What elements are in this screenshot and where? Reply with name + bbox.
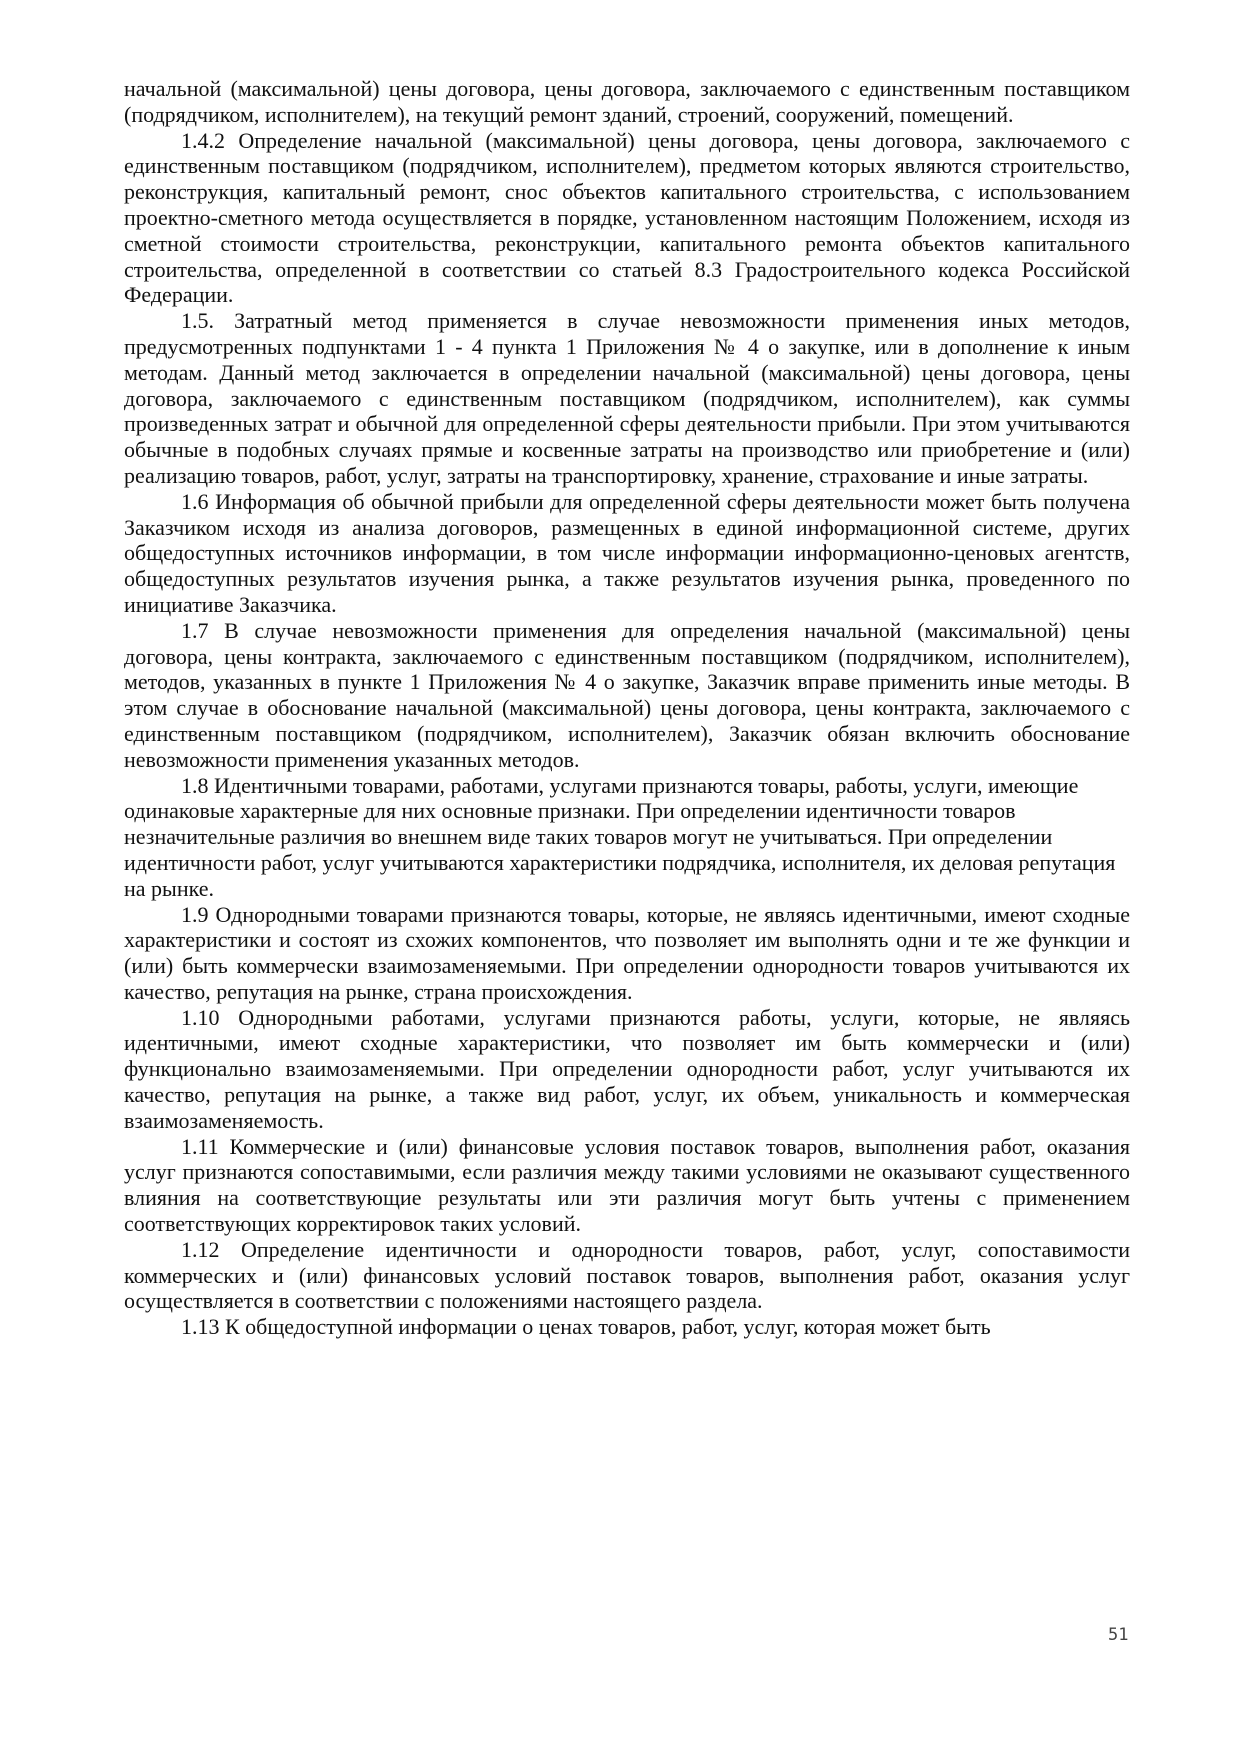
document-body <box>124 76 1130 1340</box>
paragraph-continuation: начальной (максимальной) цены договора, цены договора, заключаемого с единственным поставщиком (подрядчиком, исполнителем), на текущий ремонт зданий, строений, сооружений, помещений. <box>124 76 1130 127</box>
paragraph-1-7: 1.7 В случае невозможности применения для определения начальной (максимальной) цены договора, цены контракта, заключаемого с единственным поставщиком (подрядчиком, исполнителем), методов, указанных в пункте 1 Приложения № 4 о закупке, Заказчик вправе применить иные методы. В этом случае в обоснование начальной (максимальной) цены договора, цены контракта, заключаемого с единственным поставщиком (подрядчиком, исполнителем), Заказчик обязан включить обоснование невозможности применения указанных методов. <box>124 617 1130 772</box>
paragraph-1-11: 1.11 Коммерческие и (или) финансовые условия поставок товаров, выполнения работ, оказания услуг признаются сопоставимыми, если различия между такими условиями не оказывают существенного влияния на соответствующие результаты или эти различия могут быть учтены с применением соответствующих корректировок таких условий. <box>124 1133 1130 1237</box>
paragraph-1-6: 1.6 Информация об обычной прибыли для определенной сферы деятельности может быть получена Заказчиком исходя из анализа договоров, размещенных в единой информационной системе, других общедоступных источников информации, в том числе информации информационно-ценовых агентств, общедоступных результатов изучения рынка, а также результатов изучения рынка, проведенного по инициативе Заказчика. <box>124 488 1130 617</box>
paragraph-1-13: 1.13 К общедоступной информации о ценах товаров, работ, услуг, которая может быть <box>181 1314 991 1340</box>
paragraph-1-8: 1.8 Идентичными товарами, работами, услугами признаются товары, работы, услуги, имеющие одинаковые характерные для них основные признаки. При определении идентичности товаров незначительные различия во внешнем виде таких товаров могут не учитываться. При определении идентичности работ, услуг учитываются характеристики подрядчика, исполнителя, их деловая репутация на рынке. <box>124 772 1116 901</box>
paragraph-1-5: 1.5. Затратный метод применяется в случае невозможности применения иных методов, предусмотренных подпунктами 1 - 4 пункта 1 Приложения № 4 о закупке, или в дополнение к иным методам. Данный метод заключается в определении начальной (максимальной) цены договора, цены договора, заключаемого с единственным поставщиком (подрядчиком, исполнителем), как суммы произведенных затрат и обычной для определенной сферы деятельности прибыли. При этом учитываются обычные в подобных случаях прямые и косвенные затраты на производство или приобретение и (или) реализацию товаров, работ, услуг, затраты на транспортировку, хранение, страхование и иные затраты. <box>124 308 1130 488</box>
paragraph-1-4-2: 1.4.2 Определение начальной (максимальной) цены договора, цены договора, заключаемого с единственным поставщиком (подрядчиком, исполнителем), предметом которых являются строительство, реконструкция, капитальный ремонт, снос объектов капитального строительства, с использованием проектно-сметного метода осуществляется в порядке, установленном настоящим Положением, исходя из сметной стоимости строительства, реконструкции, капитального ремонта объектов капитального строительства, определенной в соответствии со статьей 8.3 Градостроительного кодекса Российской Федерации. <box>124 127 1130 308</box>
paragraph-1-9: 1.9 Однородными товарами признаются товары, которые, не являясь идентичными, имеют сходные характеристики и состоят из схожих компонентов, что позволяет им выполнять одни и те же функции и (или) быть коммерчески взаимозаменяемыми. При определении однородности товаров учитываются их качество, репутация на рынке, страна происхождения. <box>124 901 1130 1004</box>
page-number: 51 <box>1108 1625 1129 1645</box>
paragraph-1-12: 1.12 Определение идентичности и однородности товаров, работ, услуг, сопоставимости коммерческих и (или) финансовых условий поставок товаров, выполнения работ, оказания услуг осуществляется в соответствии с положениями настоящего раздела. <box>124 1236 1130 1314</box>
paragraph-1-10: 1.10 Однородными работами, услугами признаются работы, услуги, которые, не являясь идентичными, имеют сходные характеристики, что позволяет им быть коммерчески и (или) функционально взаимозаменяемыми. При определении однородности работ, услуг учитываются их качество, репутация на рынке, а также вид работ, услуг, их объем, уникальность и коммерческая взаимозаменяемость. <box>124 1004 1130 1133</box>
